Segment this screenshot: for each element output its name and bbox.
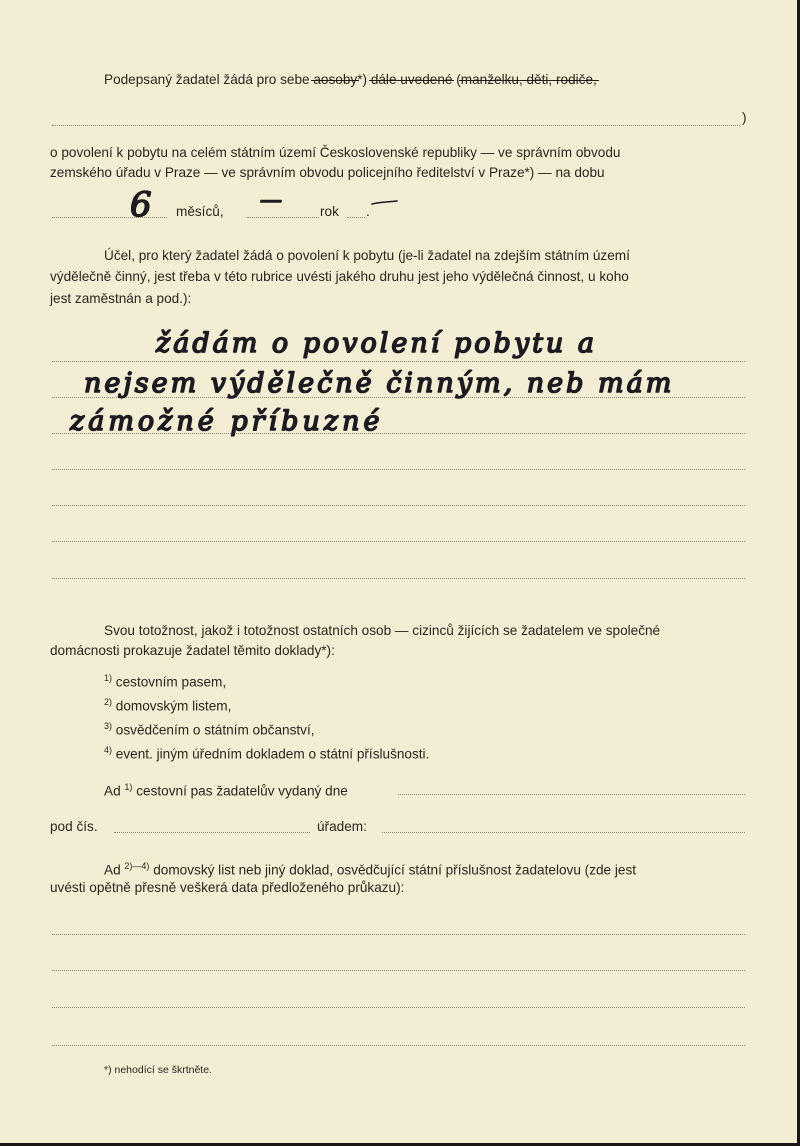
osoby-footnote-mark: *) (357, 72, 368, 87)
identity-item-2-text: domovským listem, (115, 698, 232, 714)
purpose-line-6[interactable] (52, 541, 745, 542)
uradem-label: úřadem: (317, 819, 367, 834)
identity-item-3-num: 3) (104, 721, 113, 731)
handwriting-line-3 (62, 396, 492, 442)
applicant-persons-line[interactable] (52, 125, 740, 126)
purpose-line-4[interactable] (52, 469, 745, 470)
other-docs-line-2[interactable] (52, 970, 745, 971)
years-end: . (366, 204, 370, 219)
applicant-line (104, 71, 597, 88)
svg-text:6: 6 (130, 185, 152, 225)
years-trailing-dots (347, 217, 365, 218)
close-paren: ) (742, 110, 747, 125)
paren-open: ( (456, 72, 461, 87)
identity-item-4-num: 4) (104, 745, 113, 755)
struck-word-rodice: rodiče, (555, 72, 597, 87)
identity-item-2-num: 2) (104, 697, 113, 707)
struck-word-osoby: osoby (320, 72, 358, 87)
identity-item-3-text: osvědčením o státním občanství, (115, 722, 315, 738)
footnote: *) nehodící se škrtněte. (104, 1064, 212, 1076)
years-field[interactable] (247, 217, 319, 218)
svg-text:zámožné příbuzné: zámožné příbuzné (70, 406, 384, 437)
months-handwritten (128, 185, 168, 225)
passport-text: cestovní pas žadatelův vydaný dne (136, 783, 348, 799)
purpose-line-5[interactable] (52, 505, 745, 506)
other-docs-line2: uvésti opětně přesně veškerá data předloženého průkazu): (50, 880, 405, 895)
months-label: měsíců, (176, 204, 224, 219)
purpose-text-line3: jest zaměstnán a pod.): (50, 291, 192, 306)
permit-text-line1: o povolení k pobytu na celém státním území Československé republiky — ve správním obvodu (50, 145, 621, 160)
years-dash-stroke (370, 198, 400, 208)
identity-text-line2: domácnosti prokazuje žadatel těmito doklady*): (50, 643, 335, 658)
identity-item-2 (104, 694, 231, 715)
svg-text:žádám o povolení pobytu a: žádám o povolení pobytu a (156, 328, 597, 359)
struck-word-a: a (313, 72, 321, 87)
years-label: rok (320, 204, 339, 219)
passport-date-field[interactable] (398, 794, 745, 795)
passport-line (104, 779, 348, 800)
passport-ad: Ad (104, 783, 121, 799)
passport-number-field[interactable] (114, 832, 310, 833)
purpose-text-line2: výdělečně činný, jest třeba v této rubrice uvésti jakého druhu jest jeho výdělečná činnost, u koho (50, 269, 629, 284)
other-docs-line1 (104, 858, 636, 879)
other-docs-line-1[interactable] (52, 934, 745, 935)
identity-item-1 (104, 670, 226, 691)
purpose-line-7[interactable] (52, 578, 745, 579)
other-docs-num: 2)—4) (124, 861, 150, 871)
other-docs-line-3[interactable] (52, 1007, 745, 1008)
svg-text:—: — (260, 188, 282, 213)
permit-text-line2: zemského úřadu v Praze — ve správním obvodu policejního ředitelství v Praze*) — na dobu (50, 165, 605, 180)
other-docs-text-1: domovský list neb jiný doklad, osvědčující státní příslušnost žadatelovu (zde jest (153, 862, 637, 878)
identity-item-4 (104, 742, 429, 763)
struck-words-dale-uvedene: dále uvedené (370, 72, 453, 87)
other-docs-line-4[interactable] (52, 1045, 745, 1046)
other-docs-ad: Ad (104, 862, 121, 878)
identity-item-3 (104, 718, 315, 739)
applicant-lead-text: Podepsaný žadatel žádá pro sebe (104, 72, 310, 87)
identity-text-line1: Svou totožnost, jakož i totožnost ostatních osob — cizinců žijících se žadatelem ve společné (104, 623, 661, 638)
identity-item-4-text: event. jiným úředním dokladem o státní příslušnosti. (115, 746, 430, 762)
struck-words-family: manželku, děti, (460, 72, 553, 87)
svg-text:nejsem výdělečně činným, neb m: nejsem výdělečně činným, neb mám (84, 368, 675, 399)
identity-item-1-text: cestovním pasem, (115, 674, 227, 690)
identity-item-1-num: 1) (104, 673, 113, 683)
pod-cis-label: pod čís. (50, 819, 98, 834)
purpose-text-line1: Účel, pro který žadatel žádá o povolení k pobytu (je-li žadatel na zdejším státním území (104, 248, 630, 263)
years-handwritten (258, 188, 304, 213)
passport-num: 1) (124, 782, 133, 792)
issuing-office-field[interactable] (382, 832, 745, 833)
handwriting-line-1 (150, 322, 710, 362)
